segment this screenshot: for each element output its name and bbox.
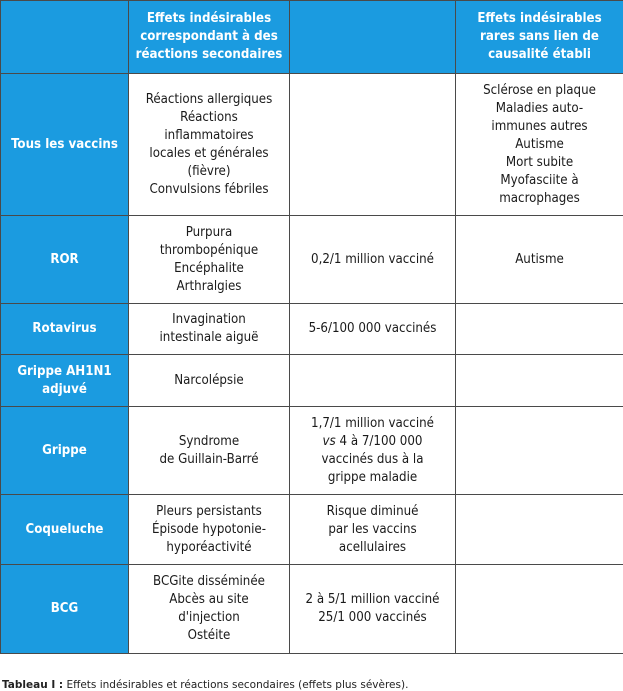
header-row bbox=[1, 1, 623, 74]
table-row bbox=[1, 304, 623, 355]
row-label-grippe-ah1n1: Grippe AH1N1 adjuvé bbox=[1, 355, 129, 407]
cell-secondary-effects: Pleurs persistants Épisode hypotonie- hyporéactivité bbox=[129, 495, 290, 565]
table-row bbox=[1, 407, 623, 495]
caption-label: Tableau I : bbox=[2, 679, 63, 691]
cell-frequency: 1,7/1 million vacciné vs 4 à 7/100 000 vaccinés dus à la grippe maladie bbox=[290, 407, 456, 495]
row-label-all-vaccines: Tous les vaccins bbox=[1, 74, 129, 216]
cell-secondary-effects: BCGite disséminée Abcès au site d'injection Ostéite bbox=[129, 565, 290, 654]
table-row bbox=[1, 74, 623, 216]
row-label-rotavirus: Rotavirus bbox=[1, 304, 129, 355]
cell-secondary-effects: Narcolépsie bbox=[129, 355, 290, 407]
table-row bbox=[1, 355, 623, 407]
cell-rare-effects bbox=[456, 565, 623, 654]
cell-frequency: 5-6/100 000 vaccinés bbox=[290, 304, 456, 355]
row-label-bcg: BCG bbox=[1, 565, 129, 654]
table-row bbox=[1, 216, 623, 304]
cell-secondary-effects: Réactions allergiques Réactions inflammatoires locales et générales (fièvre) Convulsions fébriles bbox=[129, 74, 290, 216]
cell-frequency bbox=[290, 74, 456, 216]
cell-rare-effects: Sclérose en plaque Maladies auto- immunes autres Autisme Mort subite Myofasciite à macrophages bbox=[456, 74, 623, 216]
cell-rare-effects bbox=[456, 495, 623, 565]
cell-rare-effects: Autisme bbox=[456, 216, 623, 304]
table-caption bbox=[2, 679, 408, 691]
row-label-ror: ROR bbox=[1, 216, 129, 304]
row-label-grippe: Grippe bbox=[1, 407, 129, 495]
cell-rare-effects bbox=[456, 355, 623, 407]
table-row bbox=[1, 495, 623, 565]
cell-frequency bbox=[290, 355, 456, 407]
table-row bbox=[1, 565, 623, 654]
cell-rare-effects bbox=[456, 407, 623, 495]
frequency-vs-line: vs 4 à 7/100 000 bbox=[294, 433, 451, 451]
cell-secondary-effects: Syndrome de Guillain-Barré bbox=[129, 407, 290, 495]
header-frequency-empty bbox=[290, 1, 456, 74]
row-label-coqueluche: Coqueluche bbox=[1, 495, 129, 565]
cell-frequency: 0,2/1 million vacciné bbox=[290, 216, 456, 304]
caption-text: Effets indésirables et réactions secondaires (effets plus sévères). bbox=[63, 679, 408, 691]
cell-secondary-effects: Purpura thrombopénique Encéphalite Arthralgies bbox=[129, 216, 290, 304]
vs-emphasis: vs bbox=[323, 434, 336, 449]
header-empty-corner bbox=[1, 1, 129, 74]
header-secondary-effects: Effets indésirables correspondant à des réactions secondaires bbox=[129, 1, 290, 74]
header-rare-effects: Effets indésirables rares sans lien de causalité établi bbox=[456, 1, 623, 74]
cell-frequency: Risque diminué par les vaccins acellulaires bbox=[290, 495, 456, 565]
cell-frequency: 2 à 5/1 million vacciné 25/1 000 vaccinés bbox=[290, 565, 456, 654]
cell-rare-effects bbox=[456, 304, 623, 355]
cell-secondary-effects: Invagination intestinale aiguë bbox=[129, 304, 290, 355]
